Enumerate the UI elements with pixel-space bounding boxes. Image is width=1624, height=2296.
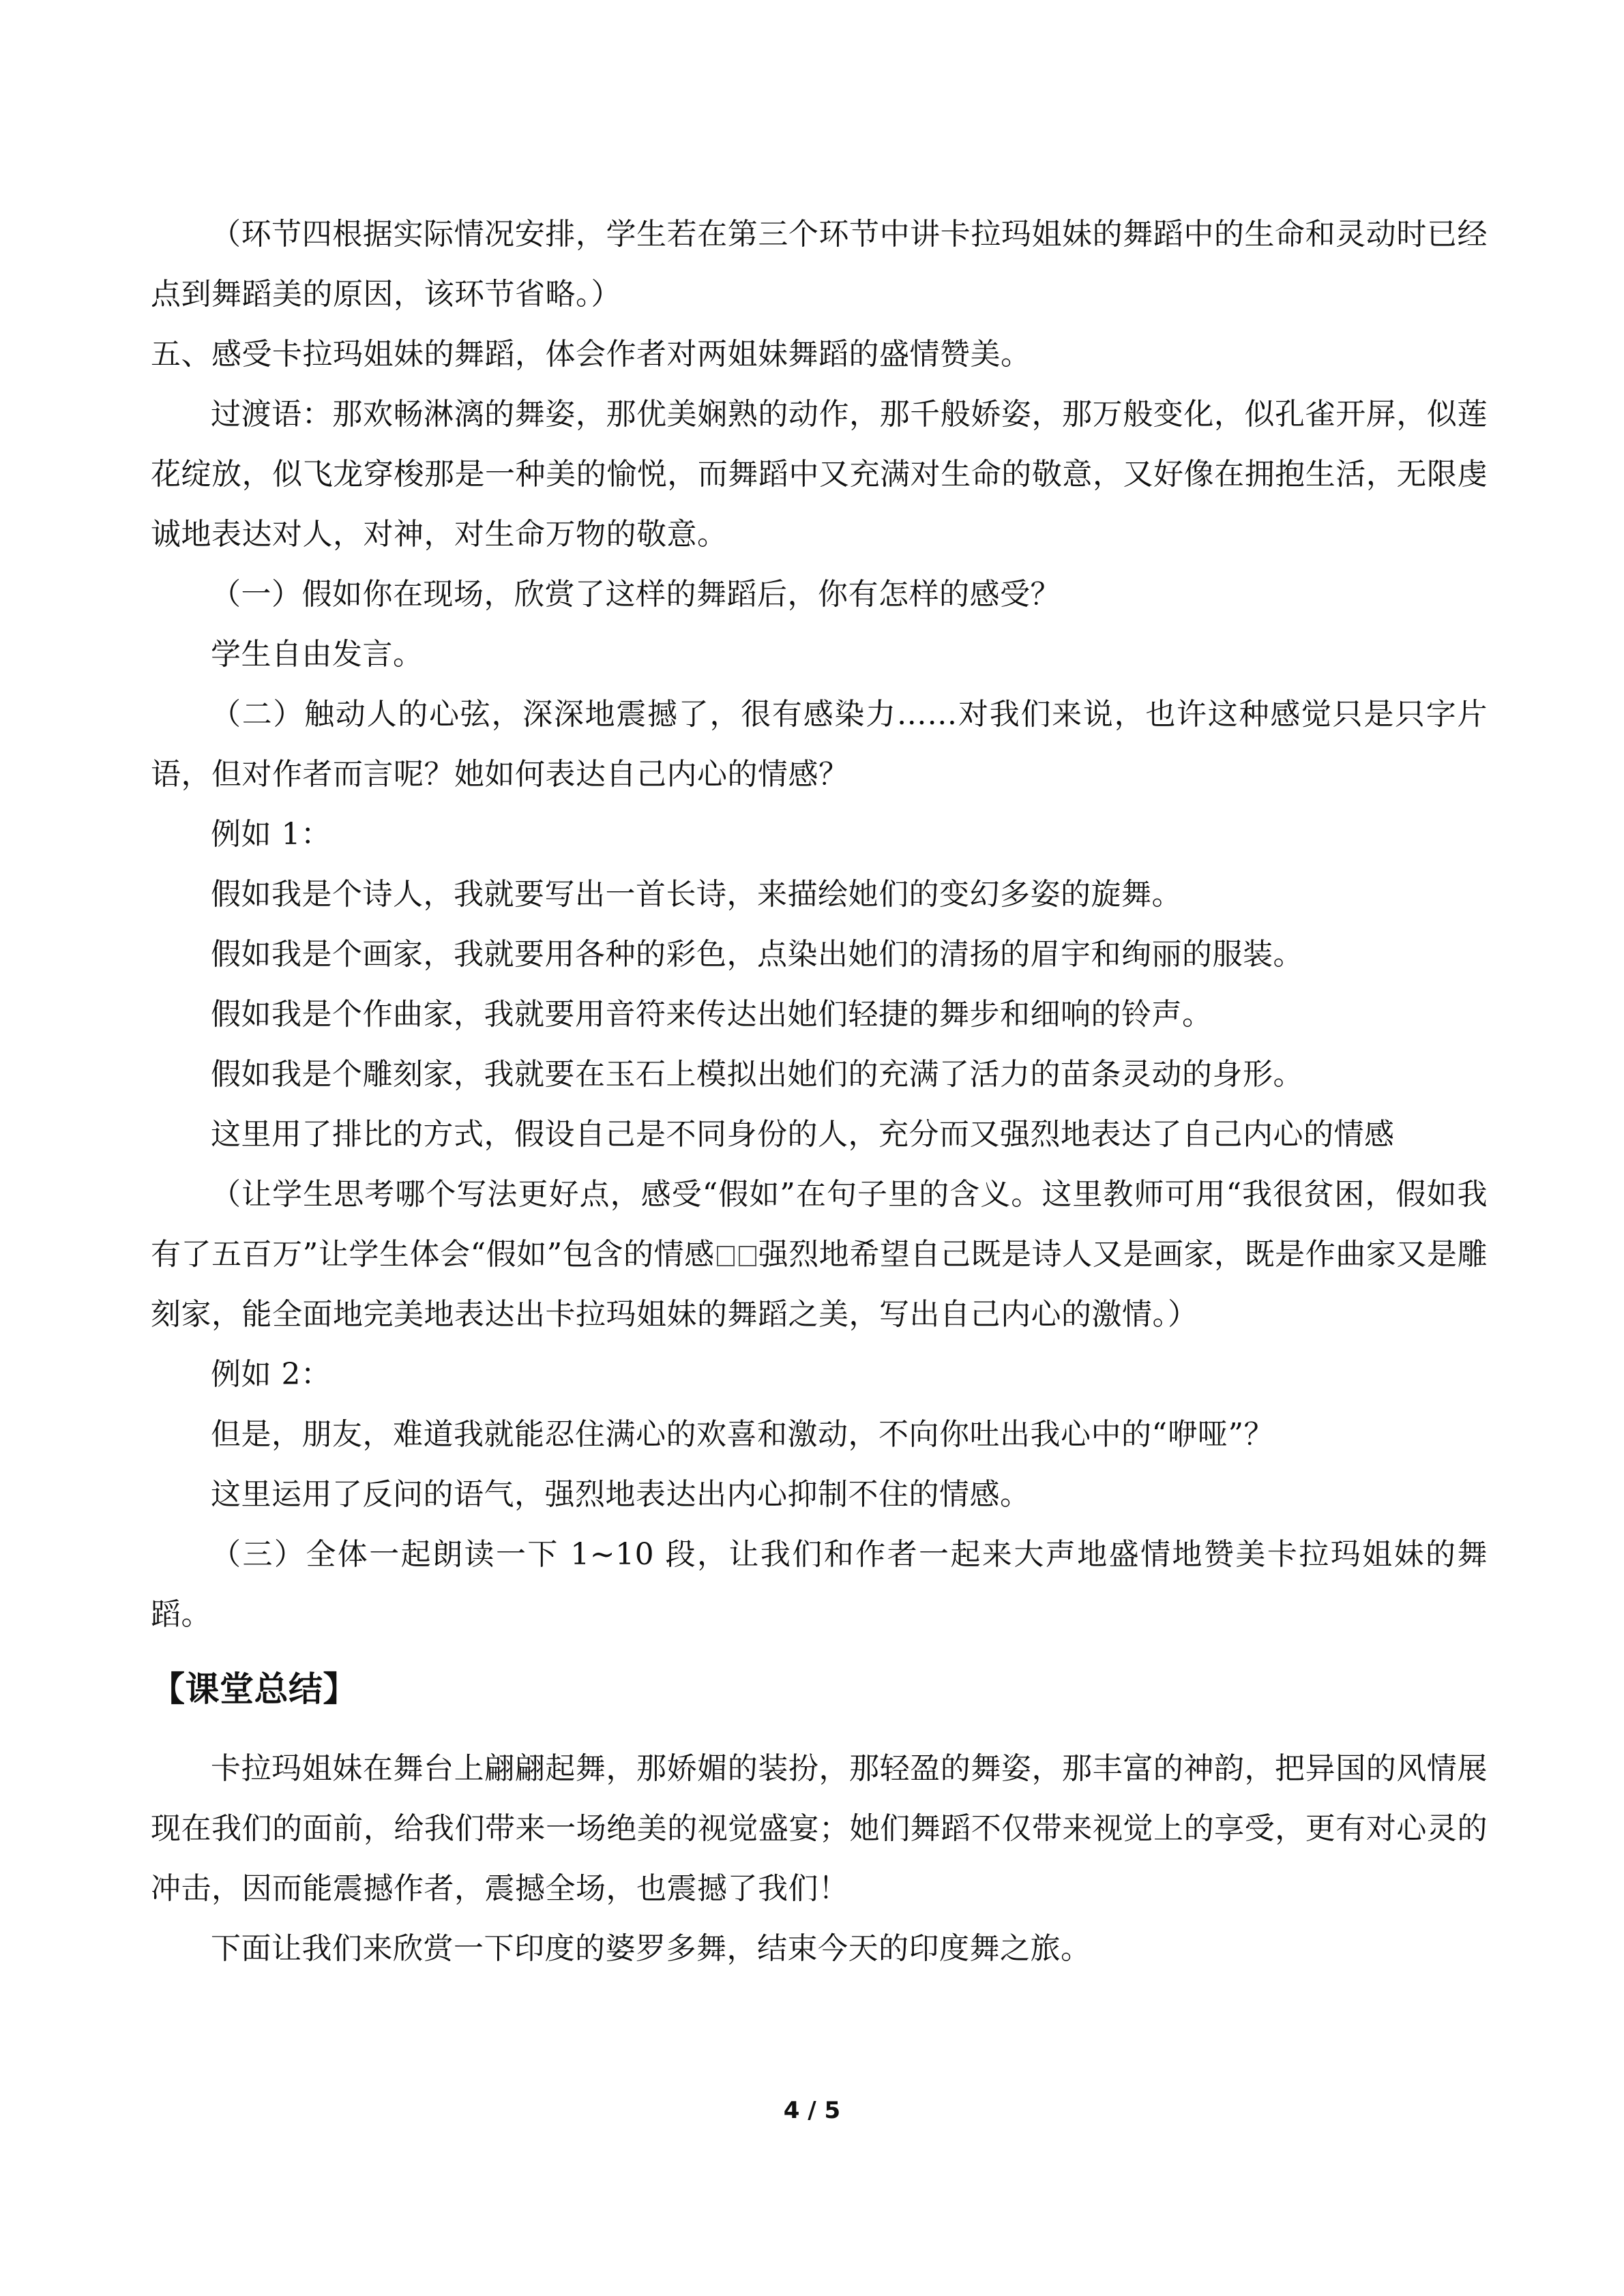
paragraph: 但是，朋友，难道我就能忍住满心的欢喜和激动，不向你吐出我心中的“咿哑”？: [211, 1417, 1274, 1452]
paragraph: 下面让我们来欣赏一下印度的婆罗多舞，结束今天的印度舞之旅。: [211, 1931, 1091, 1966]
paragraph-part: （让学生思考哪个写法更好点，感受“假如”在句子里的含义。这里教师可用“我很贫困，假如我有了五百万”让学生体会“假如”包含的情感: [151, 1177, 1488, 1272]
paragraph: （一）假如你在现场，欣赏了这样的舞蹈后，你有怎样的感受？: [211, 577, 1061, 612]
paragraph: （三）全体一起朗读一下 1~10 段，让我们和作者一起来大声地盛情地赞美卡拉玛姐妹的舞蹈。: [151, 1537, 1488, 1632]
paragraph: 假如我是个诗人，我就要写出一首长诗，来描绘她们的变幻多姿的旋舞。: [211, 877, 1182, 912]
paragraph: 假如我是个雕刻家，我就要在玉石上模拟出她们的充满了活力的苗条灵动的身形。: [211, 1057, 1303, 1092]
summary-heading: 【课堂总结】: [151, 1669, 357, 1709]
paragraph-part: 强烈地希望自己既是诗人又是画家，既是作曲家又是雕刻家，能全面地完美地表达出卡拉玛姐妹的舞蹈之美，写出自己内心的激情。）: [151, 1237, 1488, 1332]
paragraph: （环节四根据实际情况安排，学生若在第三个环节中讲卡拉玛姐妹的舞蹈中的生命和灵动时已经点到舞蹈美的原因，该环节省略。）: [151, 217, 1488, 312]
paragraph: 这里用了排比的方式，假设自己是不同身份的人，充分而又强烈地表达了自己内心的情感: [211, 1117, 1395, 1152]
section-heading-five: 五、感受卡拉玛姐妹的舞蹈，体会作者对两姐妹舞蹈的盛情赞美。: [151, 337, 1031, 372]
example-label: 例如 1：: [211, 817, 331, 852]
paragraph: 假如我是个作曲家，我就要用音符来传达出她们轻捷的舞步和细响的铃声。: [211, 997, 1213, 1032]
missing-glyph-icon: [717, 1246, 735, 1266]
paragraph: （二）触动人的心弦，深深地震撼了，很有感染力……对我们来说，也许这种感觉只是只字片语，但对作者而言呢？她如何表达自己内心的情感？: [151, 697, 1488, 792]
paragraph: 假如我是个画家，我就要用各种的彩色，点染出她们的清扬的眉宇和绚丽的服装。: [211, 937, 1303, 972]
paragraph: [151, 1165, 1488, 1345]
paragraph: 卡拉玛姐妹在舞台上翩翩起舞，那娇媚的装扮，那轻盈的舞姿，那丰富的神韵，把异国的风情展现在我们的面前，给我们带来一场绝美的视觉盛宴；她们舞蹈不仅带来视觉上的享受，更有对心灵的冲击，因而能震撼作者，震撼全场，也震撼了我们！: [151, 1751, 1488, 1906]
example-label: 例如 2：: [211, 1357, 331, 1392]
document-body: [151, 205, 1488, 1979]
page-number: 4 / 5: [783, 2097, 841, 2124]
paragraph: 过渡语：那欢畅淋漓的舞姿，那优美娴熟的动作，那千般娇姿，那万般变化，似孔雀开屏，似莲花绽放，似飞龙穿梭那是一种美的愉悦，而舞蹈中又充满对生命的敬意，又好像在拥抱生活，无限虔诚地表达对人，对神，对生命万物的敬意。: [151, 397, 1488, 552]
missing-glyph-icon: [739, 1246, 756, 1266]
paragraph: 学生自由发言。: [211, 637, 424, 672]
paragraph: 这里运用了反问的语气，强烈地表达出内心抑制不住的情感。: [211, 1477, 1031, 1512]
